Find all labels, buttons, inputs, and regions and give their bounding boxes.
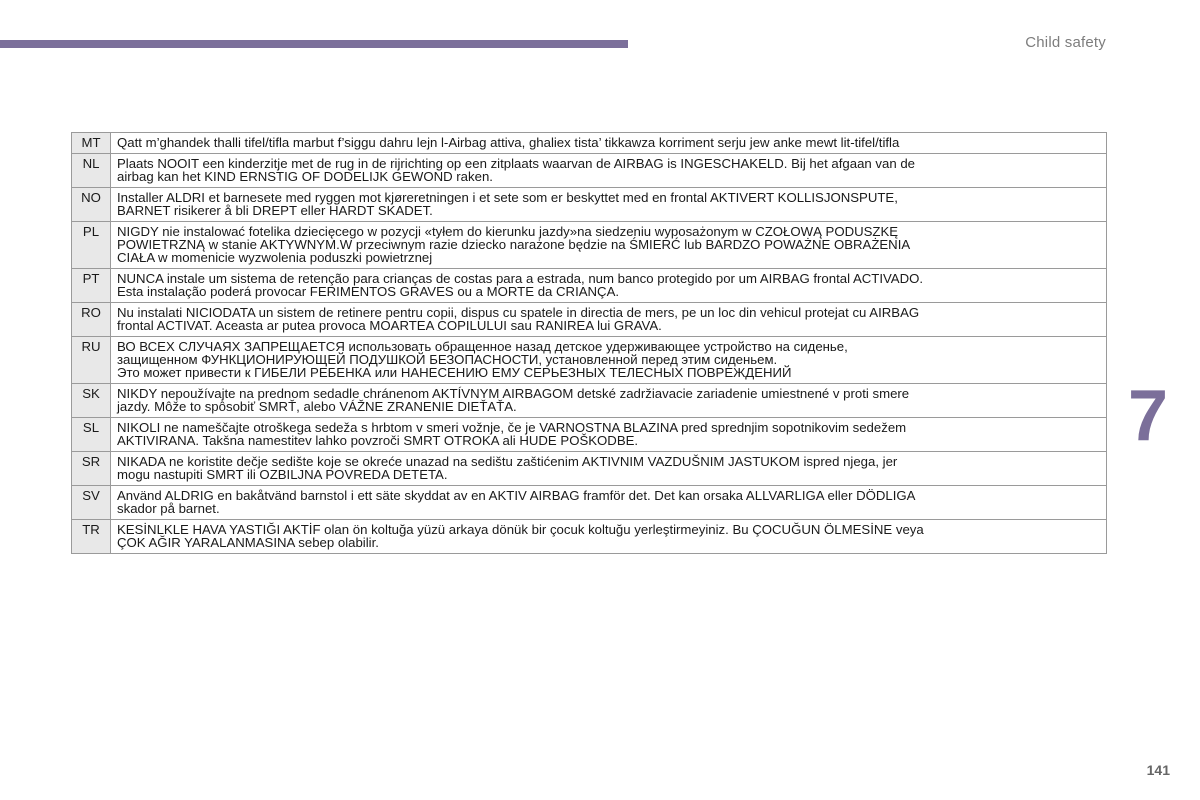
table-row xyxy=(72,520,1107,554)
warning-text: Använd ALDRIG en bakåtvänd barnstol i ett säte skyddat av en AKTIV AIRBAG framför det. Det kan orsaka ALLVARLIGA eller DÖDLIGA skador på barnet. xyxy=(111,486,1107,520)
warning-text: NIKOLI ne nameščajte otroškega sedeža s hrbtom v smeri vožnje, če je VARNOSTNA BLAZINA pred sprednjim sopotnikovim sedežem AKTIVIRANA. Takšna namestitev lahko povzroči SMRT OTROKA ali HUDE POŠKODBE. xyxy=(111,418,1107,452)
warning-text: ВО ВСЕХ СЛУЧАЯХ ЗАПРЕЩАЕТСЯ использовать обращенное назад детское удерживающее устройство на сиденье, защищенном ФУНКЦИОНИРУЮЩЕЙ ПОДУШКОЙ БЕЗОПАСНОСТИ, установленной перед этим сиденьем. Это может привести к ГИБЕЛИ РЕБЕНКА или НАНЕСЕНИЮ ЕМУ СЕРЬЕЗНЫХ ТЕЛЕСНЫХ ПОВРЕЖДЕНИЙ xyxy=(111,337,1107,384)
language-code: MT xyxy=(72,133,111,154)
warning-text: NIKDY nepoužívajte na prednom sedadle chránenom AKTÍVNYM AIRBAGOM detské zadržiavacie zariadenie umiestnené v proti smere jazdy. Môže to spôsobiť SMRŤ, alebo VÁŽNE ZRANENIE DIEŤAŤA. xyxy=(111,384,1107,418)
language-code: TR xyxy=(72,520,111,554)
warning-text: NIGDY nie instalować fotelika dziecięcego w pozycji «tyłem do kierunku jazdy»na siedzeniu wyposażonym w CZOŁOWĄ PODUSZKĘ POWIETRZNĄ w stanie AKTYWNYM.W przeciwnym razie dziecko narażone będzie na ŚMIERĆ lub BARDZO POWAŻNE OBRAŻENIA CIAŁA w momenicie wyzwolenia poduszki powietrznej xyxy=(111,222,1107,269)
warning-text: Plaats NOOIT een kinderzitje met de rug in de rijrichting op een zitplaats waarvan de AIRBAG is INGESCHAKELD. Bij het afgaan van de airbag kan het KIND ERNSTIG OF DODELIJK GEWOND raken. xyxy=(111,154,1107,188)
warning-text: NUNCA instale um sistema de retenção para crianças de costas para a estrada, num banco protegido por um AIRBAG frontal ACTIVADO. Esta instalação poderá provocar FERIMENTOS GRAVES ou a MORTE da CRIANÇA. xyxy=(111,269,1107,303)
language-code: RO xyxy=(72,303,111,337)
table-row xyxy=(72,188,1107,222)
warning-text: Installer ALDRI et barnesete med ryggen mot kjøreretningen i et sete som er beskyttet med en frontal AKTIVERT KOLLISJONSPUTE, BARNET risikerer å bli DREPT eller HARDT SKADET. xyxy=(111,188,1107,222)
table-row xyxy=(72,133,1107,154)
warning-text: Nu instalati NICIODATA un sistem de retinere pentru copii, dispus cu spatele in directia de mers, pe un loc din vehicul protejat cu AIRBAG frontal ACTIVAT. Aceasta ar putea provoca MOARTEA COPILULUI sau RANIREA lui GRAVA. xyxy=(111,303,1107,337)
language-code: NO xyxy=(72,188,111,222)
table-row xyxy=(72,222,1107,269)
warning-text: KESİNLKLE HAVA YASTIĞI AKTİF olan ön koltuğa yüzü arkaya dönük bir çocuk koltuğu yerleştirmeyiniz. Bu ÇOCUĞUN ÖLMESİNE veya ÇOK AĞIR YARALANMASINA sebep olabilir. xyxy=(111,520,1107,554)
language-code: SL xyxy=(72,418,111,452)
page-number: 141 xyxy=(1146,762,1170,778)
header-accent-bar xyxy=(0,40,628,48)
language-code: RU xyxy=(72,337,111,384)
table-row xyxy=(72,303,1107,337)
table-row xyxy=(72,452,1107,486)
table-row xyxy=(72,418,1107,452)
table-row xyxy=(72,154,1107,188)
table-row xyxy=(72,269,1107,303)
warning-text: Qatt m’ghandek thalli tifel/tifla marbut f’siggu dahru lejn l-Airbag attiva, ghaliex tista’ tikkawza korriment serju jew anke mewt lit-tifel/tifla xyxy=(111,133,1107,154)
table-row xyxy=(72,486,1107,520)
chapter-number: 7 xyxy=(1128,376,1169,456)
language-code: PT xyxy=(72,269,111,303)
section-title: Child safety xyxy=(1025,34,1106,51)
language-code: NL xyxy=(72,154,111,188)
language-code: SR xyxy=(72,452,111,486)
table-row xyxy=(72,337,1107,384)
language-code: SV xyxy=(72,486,111,520)
language-code: SK xyxy=(72,384,111,418)
table-row xyxy=(72,384,1107,418)
warning-text: NIKADA ne koristite dečje sedište koje se okreće unazad na sedištu zaštićenim AKTIVNIM VAZDUŠNIM JASTUKOM ispred njega, jer mogu nastupiti SMRT ili OZBILJNA POVREDA DETETA. xyxy=(111,452,1107,486)
language-code: PL xyxy=(72,222,111,269)
airbag-warning-table xyxy=(71,132,1107,554)
